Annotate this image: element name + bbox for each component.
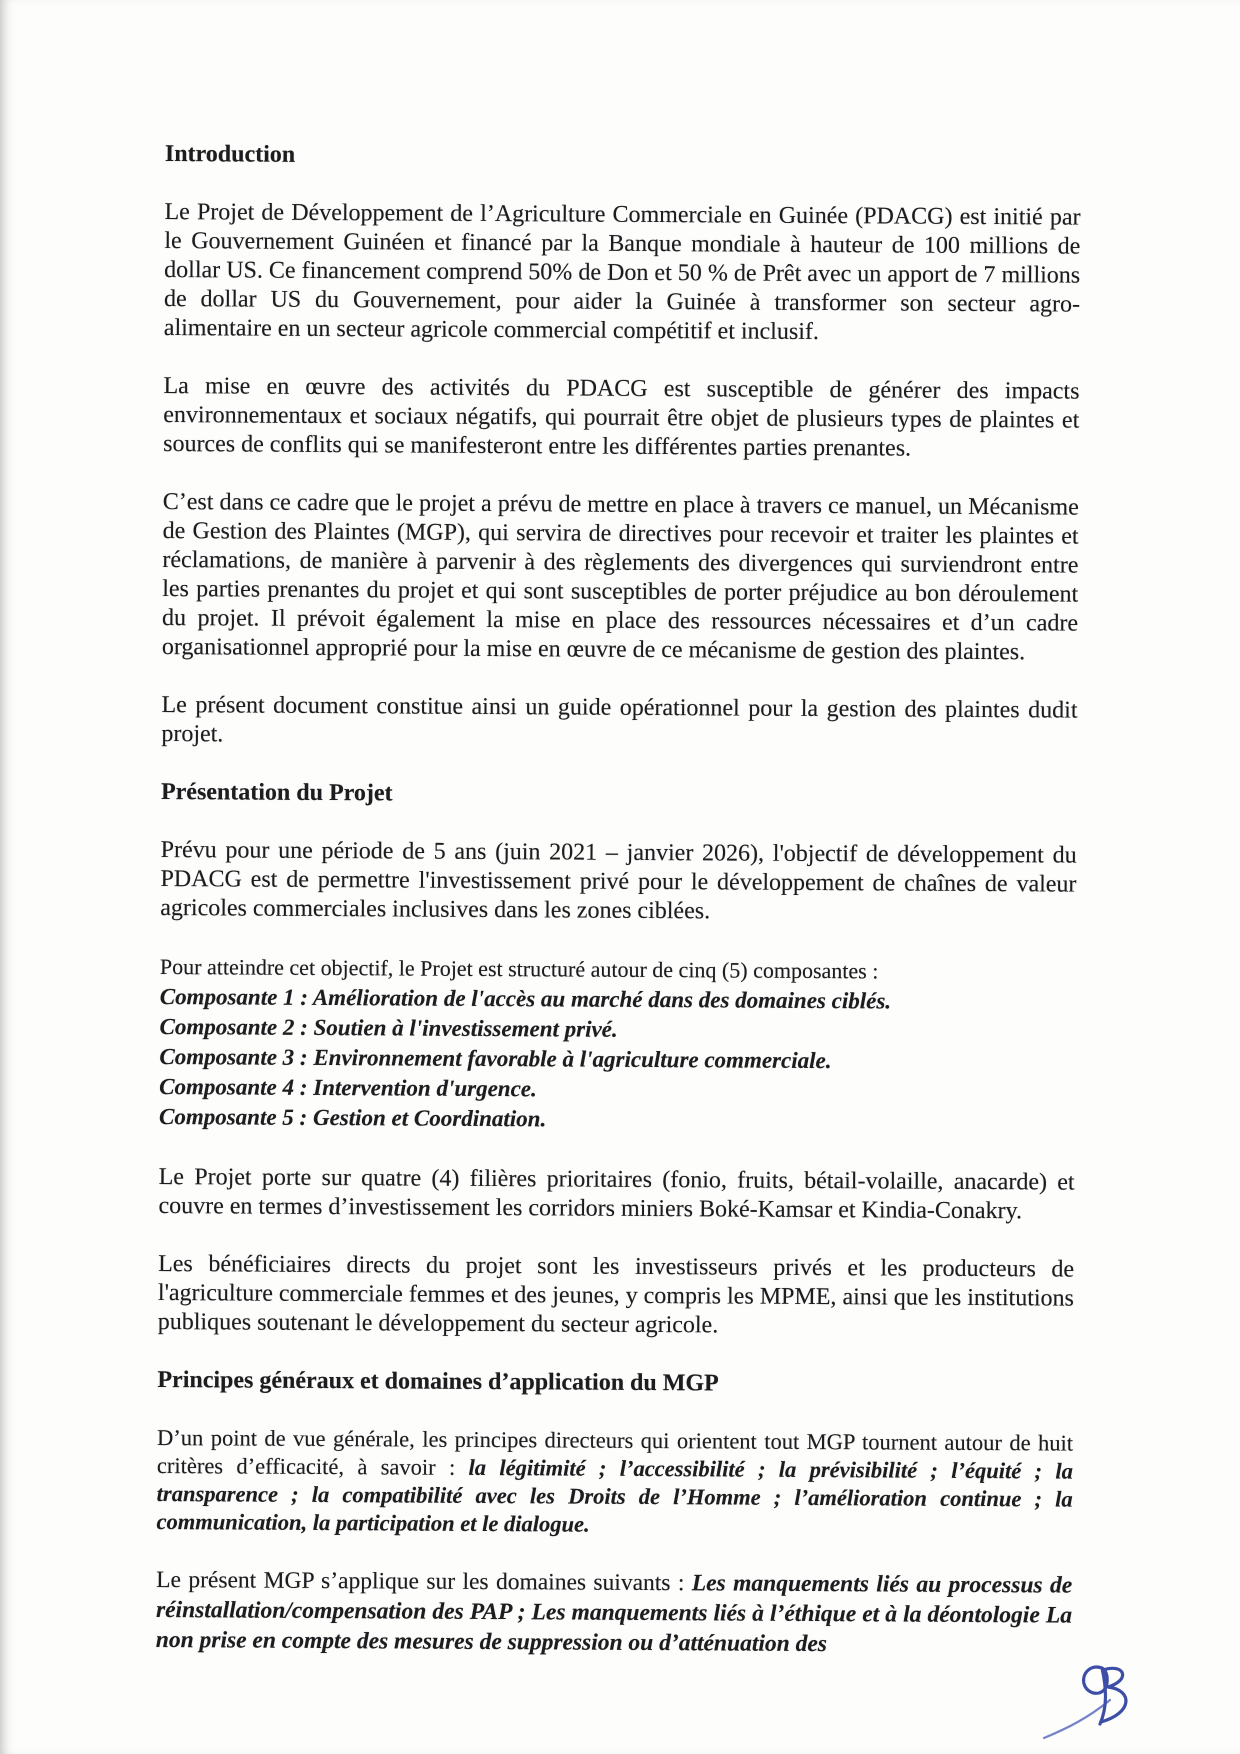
signature-initials-icon [1040,1658,1158,1746]
paragraph-mgp-purpose: C’est dans ce cadre que le projet a prévu de mettre en place à travers ce manuel, un Mécanisme de Gestion des Plaintes (MGP), qui servira de directives pour recevoir et traiter les plaintes et réclamations, de manière à parvenir à des règlements des divergences qui surviendront entre les parties prenantes du projet et qui sont susceptibles de porter préjudice au bon déroulement du projet. Il prévoit également la mise en place des ressources nécessaires et d’un cadre organisationnel approprié pour la mise en œuvre de ce mécanisme de gestion des plaintes. [161,488,1079,666]
paragraph-project-initiation: Le Projet de Développement de l’Agriculture Commerciale en Guinée (PDACG) est initié par le Gouvernement Guinéen et financé par la Banque mondiale à hauteur de 100 millions de dollar US. Ce financement comprend 50% de Don et 50 % de Prêt avec un apport de 7 millions de dollar US du Gouvernement, pour aider la Guinée à transformer son secteur agro-alimentaire en un secteur agricole commercial compétitif et inclusif. [163,198,1081,345]
component-2-line: Composante 2 : Soutien à l'investissement privé. [159,1013,618,1042]
section-heading-principles: Principes généraux et domaines d’application du MGP [157,1366,719,1397]
components-list [159,952,1076,1138]
guiding-principles-criteria: la légitimité ; l’accessibilité ; la prévisibilité ; l’équité ; la transparence ; la compatibilité avec les Droits de l’Homme ; l’amélioration continue ; la communication, la participation et le dialogue. [156,1454,1073,1537]
section-heading-introduction: Introduction [164,140,296,168]
component-4-line: Composante 4 : Intervention d'urgence. [159,1073,537,1102]
application-domains-lead: Le présent MGP s’applique sur les domaines suivants : [156,1566,692,1597]
paragraph-project-period-objective: Prévu pour une période de 5 ans (juin 2021 – janvier 2026), l'objectif de développement du PDACG est de permettre l'investissement privé pour le développement de chaînes de valeur agricoles commerciales inclusives dans les zones ciblées. [160,836,1077,925]
section-heading-presentation: Présentation du Projet [160,778,393,807]
components-intro-line: Pour atteindre cet objectif, le Projet est structuré autour de cinq (5) composantes : [159,953,879,984]
paragraph-application-domains [156,1565,1073,1661]
paragraph-impacts: La mise en œuvre des activités du PDACG est susceptible de générer des impacts environnementaux et sociaux négatifs, qui pourrait être objet de plusieurs types de plaintes et sources de conflits qui se manifesteront entre les différentes parties prenantes. [163,372,1080,462]
component-1-line: Composante 1 : Amélioration de l'accès au marché dans des domaines ciblés. [159,983,892,1014]
paragraph-guiding-principles [156,1424,1073,1542]
application-domains-list: Les manquements liés au processus de réinstallation/compensation des PAP ; Les manquements liés à l’éthique et à la déontologie La non prise en compte des mesures de suppression ou d’atténuation des [155,1570,1073,1658]
paragraph-priority-value-chains: Le Projet porte sur quatre (4) filières prioritaires (fonio, fruits, bétail-volaille, anacarde) et couvre en termes d’investissement les corridors miniers Boké-Kamsar et Kindia-Conakry. [158,1163,1075,1225]
guiding-principles-lead: D’un point de vue générale, les principes directeurs qui orientent tout MGP tournent autour de huit critères d’efficacité, à savoir : [156,1424,1074,1480]
paragraph-direct-beneficiaries: Les bénéficiaires directs du projet sont les investisseurs privés et les producteurs de l'agriculture commerciale femmes et des jeunes, y compris les MPME, ainsi que les institutions publiques soutenant le développement du secteur agricole. [157,1250,1075,1339]
signature-tail-stroke [1044,1700,1110,1738]
document-content [156,140,1081,1661]
component-3-line: Composante 3 : Environnement favorable à l'agriculture commerciale. [159,1043,832,1074]
component-5-line: Composante 5 : Gestion et Coordination. [158,1103,547,1132]
paragraph-operational-guide: Le présent document constitue ainsi un guide opérationnel pour la gestion des plaintes dudit projet. [161,691,1078,748]
